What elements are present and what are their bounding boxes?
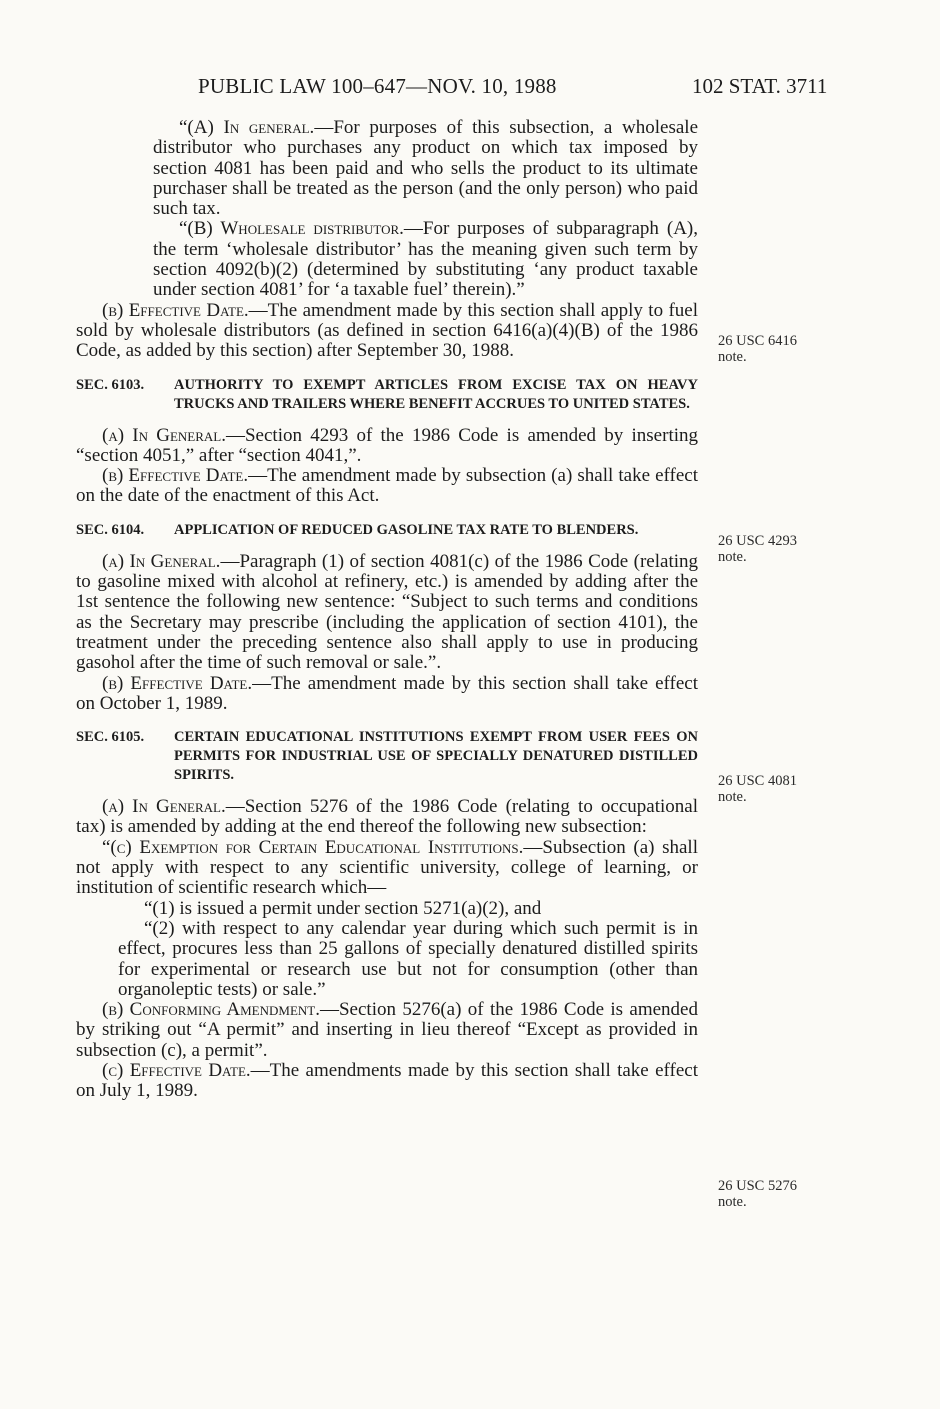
section-title: AUTHORITY TO EXEMPT ARTICLES FROM EXCISE TAX ON HEAVY TRUCKS AND TRAILERS WHERE BENEFIT ACCRUES TO UNITED STATES. bbox=[174, 376, 698, 412]
sec-6103-a-heading: (a) In General. bbox=[102, 424, 226, 446]
sec-6102-b-paragraph bbox=[76, 301, 698, 362]
sec-6102-b-heading: (b) Effective Date. bbox=[102, 299, 249, 321]
section-number: SEC. 6105. bbox=[76, 729, 145, 746]
section-title: CERTAIN EDUCATIONAL INSTITUTIONS EXEMPT FROM USER FEES ON PERMITS FOR INDUSTRIAL USE OF SPECIALLY DENATURED DISTILLED SPIRITS. bbox=[174, 729, 698, 784]
margin-note-4293 bbox=[718, 533, 797, 565]
running-header-stat: 102 STAT. 3711 bbox=[692, 74, 828, 98]
section-6105-heading bbox=[76, 728, 698, 785]
margin-note-5276 bbox=[718, 1178, 797, 1210]
sec-6105-b-paragraph bbox=[76, 1000, 698, 1061]
margin-note-label: note. bbox=[718, 349, 747, 365]
subparagraph-b-text: —For purposes of subparagraph (A), the term ‘wholesale distributor’ has the meaning given such term by section 4092(b)(2) (determined by substituting ‘any product taxable under section 4081’ for ‘a taxable fuel’ therein).” bbox=[153, 218, 698, 301]
section-number: SEC. 6104. bbox=[76, 521, 145, 538]
sec-6102-b-text: —The amendment made by this section shall apply to fuel sold by wholesale distributors (as defined in section 6416(a)(4)(B) of the 1986 Code, as added by this section) after September 30, 1988. bbox=[76, 299, 698, 362]
subsection-c-paragraph bbox=[76, 838, 698, 899]
subparagraph-a bbox=[153, 118, 698, 301]
margin-note-4081 bbox=[718, 773, 797, 805]
margin-note-label: note. bbox=[718, 1194, 747, 1210]
sec-6104-b-paragraph bbox=[76, 674, 698, 715]
section-6104-heading bbox=[76, 521, 698, 540]
sec-6105-a-paragraph bbox=[76, 797, 698, 838]
margin-note-label: note. bbox=[718, 549, 747, 565]
margin-note-cite: 26 USC 6416 bbox=[718, 333, 797, 349]
sec-6105-c-heading: (c) Effective Date. bbox=[102, 1059, 251, 1081]
sec-6105-a-heading: (a) In General. bbox=[102, 796, 226, 818]
section-6103-heading bbox=[76, 376, 698, 414]
paragraph-1: “(1) is issued a permit under section 5271(a)(2), and bbox=[144, 897, 542, 919]
running-header-title: PUBLIC LAW 100–647—NOV. 10, 1988 bbox=[198, 74, 557, 98]
sec-6104-b-heading: (b) Effective Date. bbox=[102, 672, 253, 694]
sec-6103-b-text: —The amendment made by subsection (a) shall take effect on the date of the enactment of this Act. bbox=[76, 465, 699, 507]
sec-6105-a-text: —Section 5276 of the 1986 Code (relating to occupational tax) is amended by adding at the end thereof the following new subsection: bbox=[76, 796, 698, 838]
section-title: APPLICATION OF REDUCED GASOLINE TAX RATE TO BLENDERS. bbox=[174, 521, 639, 538]
sec-6104-b-text: —The amendment made by this section shall take effect on October 1, 1989. bbox=[76, 672, 698, 714]
sec-6103-a-paragraph bbox=[76, 426, 698, 467]
margin-note-cite: 26 USC 4081 bbox=[718, 773, 797, 789]
body-text bbox=[76, 118, 698, 1102]
subparagraph-b-heading: “(B) Wholesale distributor. bbox=[179, 218, 404, 240]
margin-note-6416 bbox=[718, 333, 797, 365]
subparagraph-a-heading: “(A) In general. bbox=[179, 117, 315, 138]
sec-6104-a-text: —Paragraph (1) of section 4081(c) of the 1986 Code (relating to gasoline mixed with alcohol at refinery, etc.) is amended by adding after the 1st sentence the following new sentence: “Subject to such terms and conditions as the Secretary may prescribe (including the application of section 4101), the treatment under the preceding sentence also shall apply to use in producing gasohol after the time of such removal or sale.”. bbox=[76, 550, 699, 674]
margin-note-cite: 26 USC 5276 bbox=[718, 1178, 797, 1194]
sec-6105-b-text: —Section 5276(a) of the 1986 Code is amended by striking out “A permit” and inserting in lieu thereof “Except as provided in subsection (c), a permit”. bbox=[76, 999, 698, 1061]
sec-6105-b-heading: (b) Conforming Amendment. bbox=[102, 999, 320, 1021]
sec-6105-c-text: —The amendments made by this section shall take effect on July 1, 1989. bbox=[76, 1059, 698, 1102]
sec-6104-a-paragraph bbox=[76, 552, 698, 674]
subsection-c-heading: “(c) Exemption for Certain Educational Institutions. bbox=[102, 836, 524, 858]
margin-note-cite: 26 USC 4293 bbox=[718, 533, 797, 549]
sec-6105-c-paragraph bbox=[76, 1061, 698, 1102]
numbered-paragraphs bbox=[118, 899, 698, 1000]
sec-6103-a-text: —Section 4293 of the 1986 Code is amended by inserting “section 4051,” after “section 4041,”. bbox=[76, 424, 698, 466]
subparagraph-a-text: —For purposes of this subsection, a wholesale distributor who purchases any product on which tax imposed by section 4081 has been paid and who sells the product to its ultimate purchaser shall be treated as the person (and the only person) who paid such tax. bbox=[153, 117, 699, 220]
sec-6103-b-heading: (b) Effective Date. bbox=[102, 465, 249, 487]
sec-6103-b-paragraph bbox=[76, 466, 698, 507]
margin-note-label: note. bbox=[718, 789, 747, 805]
paragraph-2: “(2) with respect to any calendar year during which such permit is in effect, procures less than 25 gallons of specially denatured distilled spirits for experimental or research use but not for consumption (other than organoleptic tests) or sale.” bbox=[118, 917, 698, 1000]
subsection-c-text: —Subsection (a) shall not apply with respect to any scientific university, college of learning, or institution of scientific research which— bbox=[76, 836, 698, 899]
section-number: SEC. 6103. bbox=[76, 376, 145, 393]
sec-6104-a-heading: (a) In General. bbox=[102, 550, 221, 572]
